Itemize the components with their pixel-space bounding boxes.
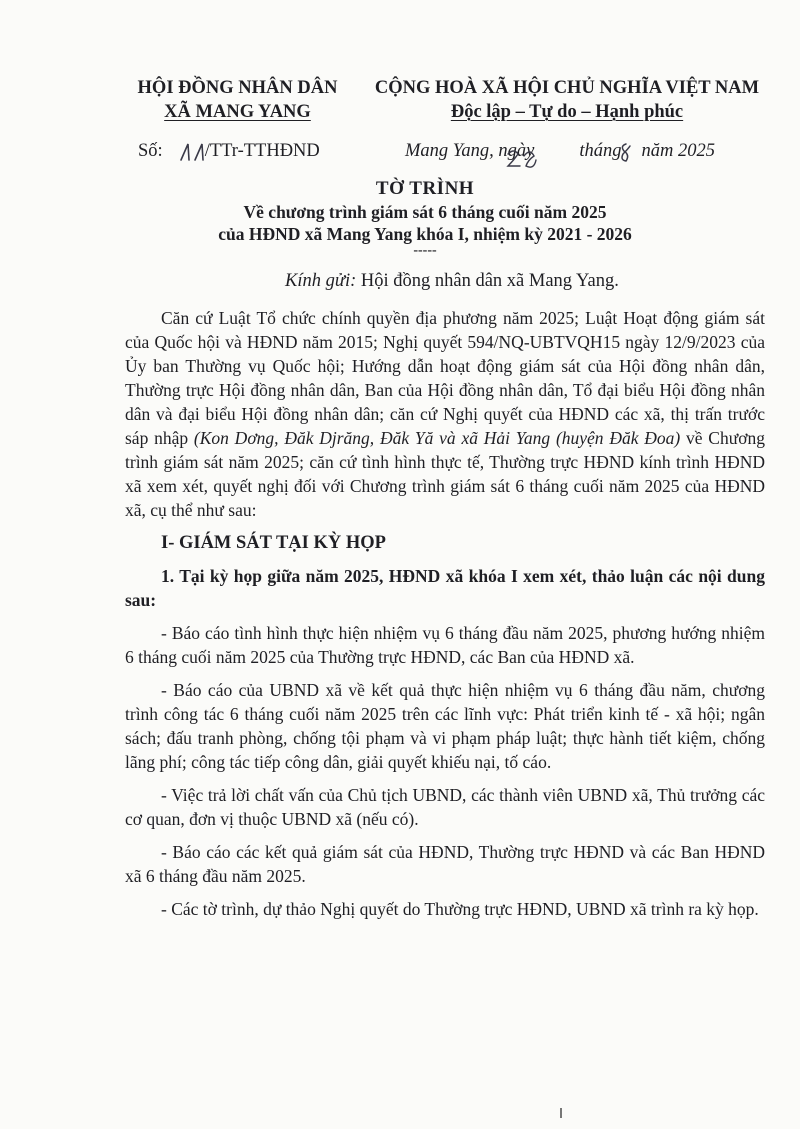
list-item: - Báo cáo tình hình thực hiện nhiệm vụ 6 tháng đầu năm 2025, phương hướng nhiệm 6 tháng cuối năm 2025 của Thường trực HĐND, các Ban của HĐND xã. bbox=[125, 623, 765, 667]
intro-italic-text: (Kon Dơng, Đăk Djrăng, Đăk Yă và xã Hải Yang (huyện Đăk Đoa) bbox=[193, 428, 681, 448]
intro-text-1: Căn cứ Luật Tổ chức chính quyền địa phương năm 2025; Luật Hoạt động giám sát của Quốc hội và HĐND năm 2015; Nghị quyết 594/NQ-UBTVQH15 ngày 12/9/2023 của Ủy ban Thường vụ Quốc hội; Hướng dẫn hoạt động giám sát của Hội đồng nhân dân, Thường trực Hội đồng nhân dân, Ban của Hội đồng nhân dân, Tổ đại biểu Hội đồng nhân dân và đại biểu Hội đồng nhân dân; căn cứ Nghị quyết của HĐND các xã, thị trấn trước sáp nhập bbox=[125, 308, 765, 448]
document-title bbox=[130, 177, 720, 257]
document-number bbox=[138, 141, 320, 162]
date-month-label: tháng bbox=[579, 141, 622, 161]
list-item: - Việc trả lời chất vấn của Chủ tịch UBND, các thành viên UBND xã, Thủ trưởng các cơ quan, đơn vị thuộc UBND xã (nếu có). bbox=[125, 785, 765, 829]
title-subject-line-1: Về chương trình giám sát 6 tháng cuối năm 2025 bbox=[243, 202, 607, 222]
title-subject-line-2: của HĐND xã Mang Yang khóa I, nhiệm kỳ 2021 - 2026 bbox=[218, 224, 632, 244]
national-motto bbox=[352, 76, 782, 124]
handwritten-number bbox=[175, 140, 215, 164]
authority-line-2: XÃ MANG YANG bbox=[164, 102, 311, 122]
intro-text-2: về Chương trình giám sát năm 2025; căn cứ tình hình thực tế, Thường trực HĐND kính trình HĐND xã xem xét, quyết nghị đối với Chương trình giám sát 6 tháng cuối năm 2025 của HĐND xã, cụ thể như sau: bbox=[125, 428, 765, 520]
handwritten-day bbox=[504, 146, 540, 170]
intro-paragraph bbox=[125, 306, 765, 522]
title-divider: ----- bbox=[413, 243, 437, 258]
section-heading: I- GIÁM SÁT TẠI KỲ HỌP bbox=[161, 533, 386, 553]
doc-number-suffix: /TTr-TTHĐND bbox=[204, 141, 320, 161]
date-place: Mang Yang, ngày bbox=[405, 141, 535, 161]
subsection-heading: 1. Tại kỳ họp giữa năm 2025, HĐND xã khóa I xem xét, thảo luận các nội dung sau: bbox=[125, 566, 765, 610]
issuing-authority bbox=[130, 76, 345, 124]
authority-line-1: HỘI ĐỒNG NHÂN DÂN bbox=[137, 78, 338, 98]
list-item: - Các tờ trình, dự thảo Nghị quyết do Thường trực HĐND, UBND xã trình ra kỳ họp. bbox=[161, 899, 759, 919]
list-item: - Báo cáo các kết quả giám sát của HĐND, Thường trực HĐND và các Ban HĐND xã 6 tháng đầu năm 2025. bbox=[125, 842, 765, 886]
recipient-line bbox=[285, 271, 619, 292]
scan-artifact bbox=[560, 1108, 562, 1118]
title-doc-type: TỜ TRÌNH bbox=[375, 178, 475, 199]
handwritten-month bbox=[616, 140, 636, 164]
motto: Độc lập – Tự do – Hạnh phúc bbox=[450, 102, 684, 122]
recipient-value: Hội đồng nhân dân xã Mang Yang. bbox=[360, 271, 619, 291]
document-body bbox=[125, 306, 765, 921]
list-item: - Báo cáo của UBND xã về kết quả thực hiện nhiệm vụ 6 tháng đầu năm, chương trình công tác 6 tháng cuối năm 2025 trên các lĩnh vực: Phát triển kinh tế - xã hội; ngân sách; đấu tranh phòng, chống tội phạm và vi phạm pháp luật; thực hành tiết kiệm, chống lãng phí; công tác tiếp công dân, giải quyết khiếu nại, tố cáo. bbox=[125, 680, 765, 772]
issue-date bbox=[405, 141, 715, 162]
recipient-label: Kính gửi: bbox=[285, 271, 357, 291]
nation-name: CỘNG HOÀ XÃ HỘI CHỦ NGHĨA VIỆT NAM bbox=[374, 78, 760, 98]
doc-number-prefix: Số: bbox=[138, 141, 163, 161]
date-year: năm 2025 bbox=[641, 141, 715, 161]
